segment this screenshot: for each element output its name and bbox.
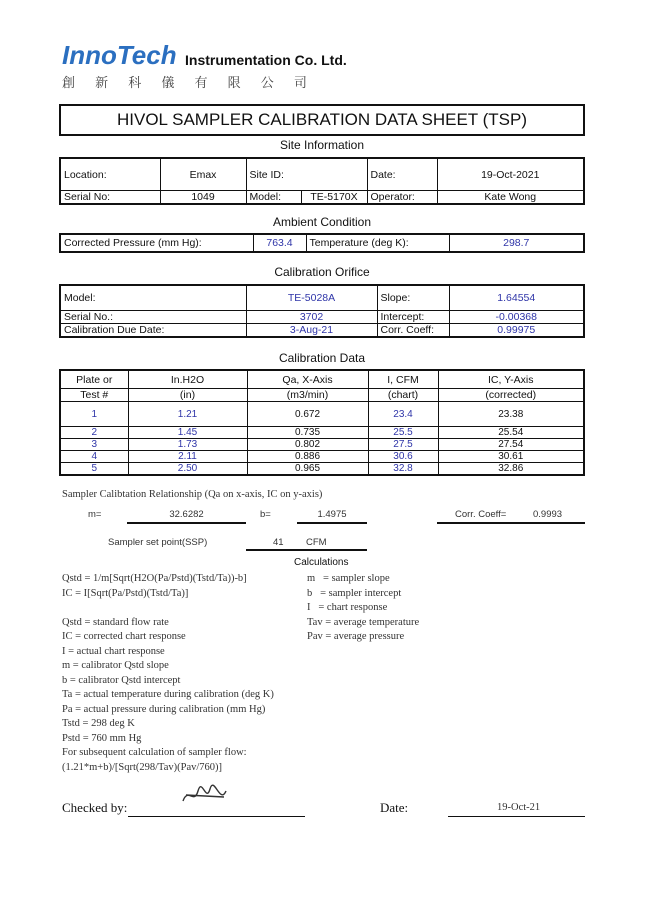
location-label: Location:	[60, 158, 160, 191]
serial-value: 1049	[160, 191, 246, 205]
ambient-table	[59, 233, 585, 253]
table-cell: 0.886	[247, 451, 368, 463]
orifice-model-label: Model:	[60, 285, 246, 311]
due-date-label: Calibration Due Date:	[60, 324, 246, 338]
calculation-line: b = sampler intercept	[307, 587, 402, 599]
brand-logo: InnoTech	[62, 40, 177, 70]
header-cell: IC, Y-Axis	[438, 370, 584, 389]
pressure-value: 763.4	[253, 234, 306, 252]
table-cell: 1.73	[128, 439, 247, 451]
footer-date-value: 19-Oct-21	[497, 802, 541, 813]
table-cell: 0.672	[247, 402, 368, 427]
table-cell: 32.86	[438, 463, 584, 476]
table-cell: 30.61	[438, 451, 584, 463]
calculation-line: Pstd = 760 mm Hg	[62, 732, 142, 744]
calculation-line: IC = I[Sqrt(Pa/Pstd)(Tstd/Ta)]	[62, 587, 189, 599]
slope-label: Slope:	[377, 285, 449, 311]
model-value: TE-5170X	[301, 191, 367, 205]
corr-label: Corr. Coeff:	[377, 324, 449, 338]
footer-date-label: Date:	[380, 800, 409, 815]
calculation-line: b = calibrator Qstd intercept	[62, 674, 181, 686]
table-cell: 32.8	[368, 463, 438, 476]
table-row	[60, 402, 584, 427]
calculation-line: Qstd = standard flow rate	[62, 616, 169, 628]
temperature-value: 298.7	[449, 234, 584, 252]
calculation-line: m = sampler slope	[307, 573, 390, 584]
due-date-value: 3-Aug-21	[246, 324, 377, 338]
header-cell: Plate or	[60, 370, 128, 389]
calculation-line: Pa = actual pressure during calibration (mm Hg)	[62, 703, 266, 715]
site-id-label: Site ID:	[246, 158, 367, 191]
slope-value: 1.64554	[449, 285, 584, 311]
corr-coeff-value: 0.9993	[533, 509, 563, 520]
model-label: Model:	[246, 191, 301, 205]
calibration-data-table	[59, 369, 585, 476]
header-cell: Test #	[60, 389, 128, 402]
operator-value: Kate Wong	[437, 191, 584, 205]
pressure-label: Corrected Pressure (mm Hg):	[60, 234, 253, 252]
header-cell: Qa, X-Axis	[247, 370, 368, 389]
location-value: Emax	[160, 158, 246, 191]
calculation-line	[62, 601, 274, 616]
orifice-heading: Calibration Orifice	[274, 265, 370, 279]
header-cell: I, CFM	[368, 370, 438, 389]
header-cell: (m3/min)	[247, 389, 368, 402]
table-cell: 0.735	[247, 427, 368, 439]
intercept-value: -0.00368	[449, 311, 584, 324]
cal-heading: Calibration Data	[278, 351, 366, 365]
intercept-label: Intercept:	[377, 311, 449, 324]
b-label: b=	[260, 509, 271, 520]
orifice-table	[59, 284, 585, 338]
table-row	[60, 439, 584, 451]
ssp-label: Sampler set point(SSP)	[108, 537, 208, 548]
table-cell: 1.21	[128, 402, 247, 427]
table-cell: 0.965	[247, 463, 368, 476]
table-row	[60, 463, 584, 476]
header-cell: (chart)	[368, 389, 438, 402]
calculation-line: Pav = average pressure	[307, 631, 405, 642]
table-cell: 2.50	[128, 463, 247, 476]
calculation-line: m = calibrator Qstd slope	[62, 660, 169, 671]
page-title: HIVOL SAMPLER CALIBRATION DATA SHEET (TSP)	[59, 104, 585, 136]
table-cell: 23.38	[438, 402, 584, 427]
signature	[180, 783, 230, 814]
ambient-heading: Ambient Condition	[272, 215, 372, 229]
company-name-chinese: 創 新 科 儀 有 限 公 司	[62, 76, 315, 91]
table-cell: 23.4	[368, 402, 438, 427]
table-cell: 27.54	[438, 439, 584, 451]
table-cell: 2.11	[128, 451, 247, 463]
calculations-heading: Calculations	[294, 557, 349, 568]
date-label: Date:	[367, 158, 437, 191]
calculation-line: IC = corrected chart response	[62, 631, 186, 642]
calculation-line: Ta = actual temperature during calibration (deg K)	[62, 689, 274, 700]
table-cell: 1	[60, 402, 128, 427]
table-cell: 27.5	[368, 439, 438, 451]
operator-label: Operator:	[367, 191, 437, 205]
date-value: 19-Oct-2021	[437, 158, 584, 191]
calculation-line: For subsequent calculation of sampler flow:	[62, 747, 247, 758]
relationship-caption: Sampler Calibtation Relationship (Qa on x-axis, IC on y-axis)	[62, 489, 323, 500]
table-cell: 4	[60, 451, 128, 463]
corr-value: 0.99975	[449, 324, 584, 338]
signature-scribble	[180, 783, 230, 809]
calculation-line: Qstd = 1/m[Sqrt(H2O(Pa/Pstd)(Tstd/Ta))-b]	[62, 573, 247, 584]
table-cell: 30.6	[368, 451, 438, 463]
table-cell: 2	[60, 427, 128, 439]
calculation-line: I = actual chart response	[62, 645, 165, 657]
table-cell: 25.54	[438, 427, 584, 439]
table-row	[60, 451, 584, 463]
m-label: m=	[88, 509, 102, 520]
table-cell: 3	[60, 439, 128, 451]
table-cell: 1.45	[128, 427, 247, 439]
company-name: Instrumentation Co. Ltd.	[185, 52, 347, 68]
header-cell: (in)	[128, 389, 247, 402]
orifice-serial-label: Serial No.:	[60, 311, 246, 324]
calculations-left	[62, 572, 274, 775]
table-row	[60, 427, 584, 439]
calculation-line: Tstd = 298 deg K	[62, 718, 135, 729]
site-heading: Site Information	[279, 138, 365, 152]
header-cell: (corrected)	[438, 389, 584, 402]
ssp-unit: CFM	[306, 537, 327, 548]
b-value: 1.4975	[317, 509, 347, 520]
header-cell: In.H2O	[128, 370, 247, 389]
table-cell: 5	[60, 463, 128, 476]
calculation-line: I = chart response	[307, 602, 388, 613]
site-table	[59, 157, 585, 205]
calculation-line: (1.21*m+b)/[Sqrt(298/Tav)(Pav/760)]	[62, 761, 223, 773]
m-value: 32.6282	[169, 509, 204, 520]
calculations-right	[307, 572, 419, 645]
orifice-serial-value: 3702	[246, 311, 377, 324]
table-cell: 25.5	[368, 427, 438, 439]
orifice-model-value: TE-5028A	[246, 285, 377, 311]
table-cell: 0.802	[247, 439, 368, 451]
temperature-label: Temperature (deg K):	[306, 234, 449, 252]
calculation-line: Tav = average temperature	[307, 616, 420, 628]
serial-label: Serial No:	[60, 191, 160, 205]
corr-coeff-label: Corr. Coeff=	[455, 509, 507, 520]
ssp-value: 41	[273, 537, 284, 548]
checked-by-label: Checked by:	[62, 800, 128, 815]
